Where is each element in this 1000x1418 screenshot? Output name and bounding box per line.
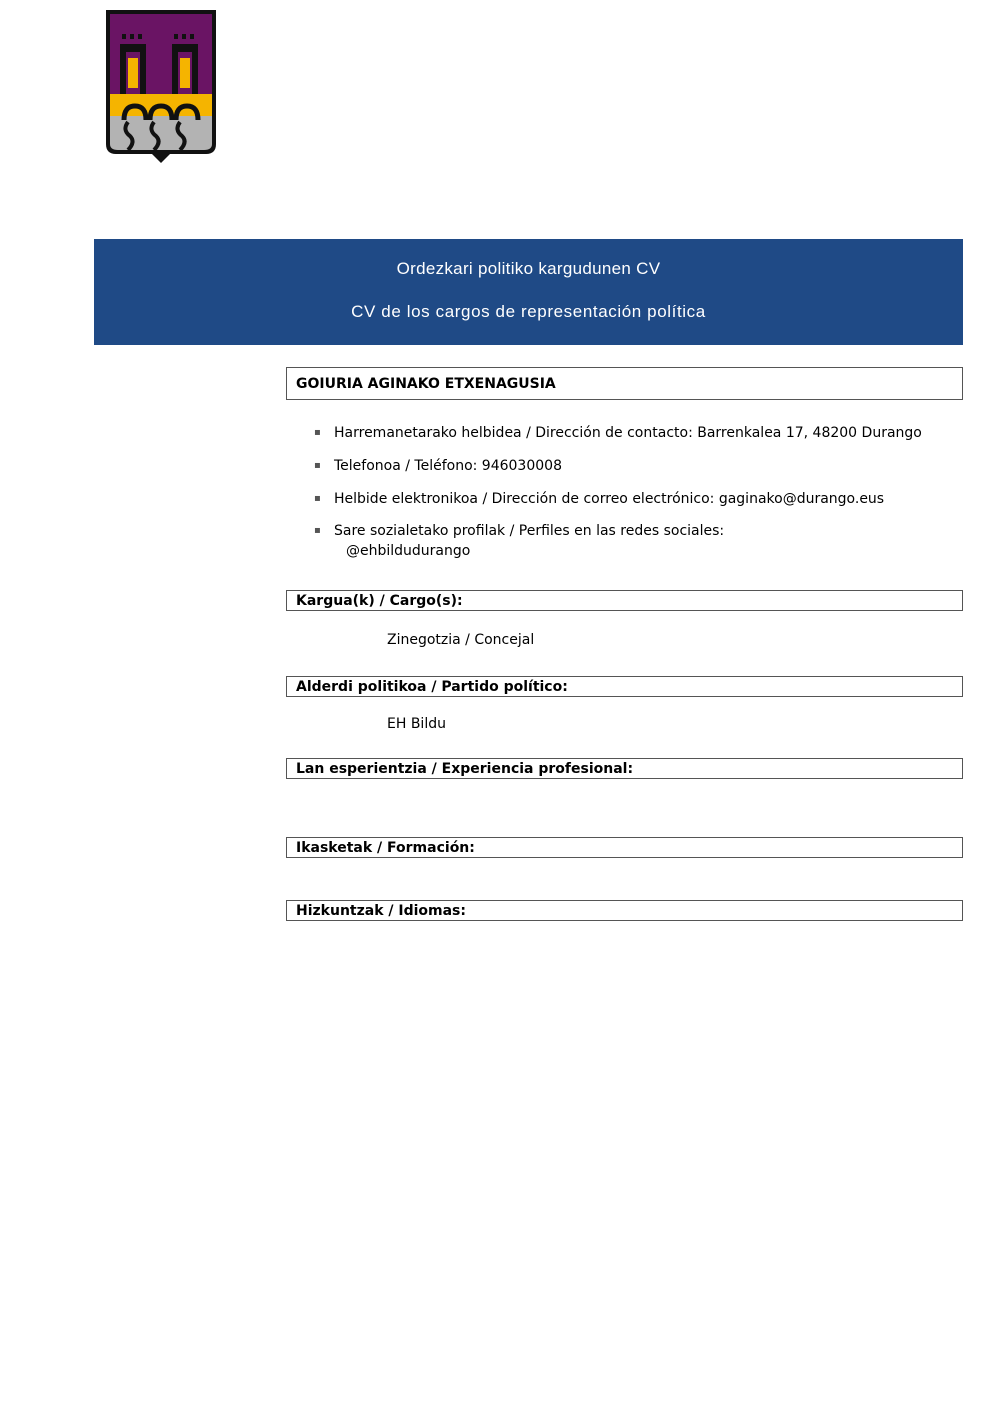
bullet-icon: ▪ [314, 460, 321, 471]
languages-header [286, 900, 963, 921]
contact-social [312, 521, 972, 561]
cargo-value: Zinegotzia / Concejal [387, 632, 535, 648]
contact-phone [312, 456, 972, 489]
durango-coat-of-arms-logo [104, 8, 218, 164]
cargo-label: Kargua(k) / Cargo(s): [296, 592, 463, 609]
cargo-header [286, 590, 963, 611]
contact-email-text: Helbide elektronikoa / Dirección de correo electrónico: gaginako@durango.eus [334, 491, 885, 507]
bullet-icon: ▪ [314, 427, 321, 438]
title-spanish: CV de los cargos de representación política [351, 302, 706, 321]
contact-address-text: Harremanetarako helbidea / Dirección de contacto: Barrenkalea 17, 48200 Durango [334, 425, 922, 441]
education-header [286, 837, 963, 858]
title-banner [94, 239, 963, 345]
contact-email [312, 489, 972, 521]
contact-phone-text: Telefonoa / Teléfono: 946030008 [334, 458, 562, 474]
party-value: EH Bildu [387, 716, 446, 732]
experience-label: Lan esperientzia / Experiencia profesional: [296, 760, 634, 777]
languages-label: Hizkuntzak / Idiomas: [296, 902, 466, 919]
bullet-icon: ▪ [314, 493, 321, 504]
experience-header [286, 758, 963, 779]
contact-social-label: Sare sozialetako profilak / Perfiles en las redes sociales: [334, 523, 725, 539]
party-header [286, 676, 963, 697]
party-label: Alderdi politikoa / Partido político: [296, 678, 568, 695]
person-name: GOIURIA AGINAKO ETXENAGUSIA [296, 375, 556, 392]
education-label: Ikasketak / Formación: [296, 839, 475, 856]
contact-list [312, 423, 972, 561]
title-basque: Ordezkari politiko kargudunen CV [396, 259, 661, 278]
bullet-icon: ▪ [314, 525, 321, 536]
contact-address [312, 423, 972, 456]
person-name-box [286, 367, 963, 400]
contact-social-value: @ehbildudurango [346, 543, 471, 559]
